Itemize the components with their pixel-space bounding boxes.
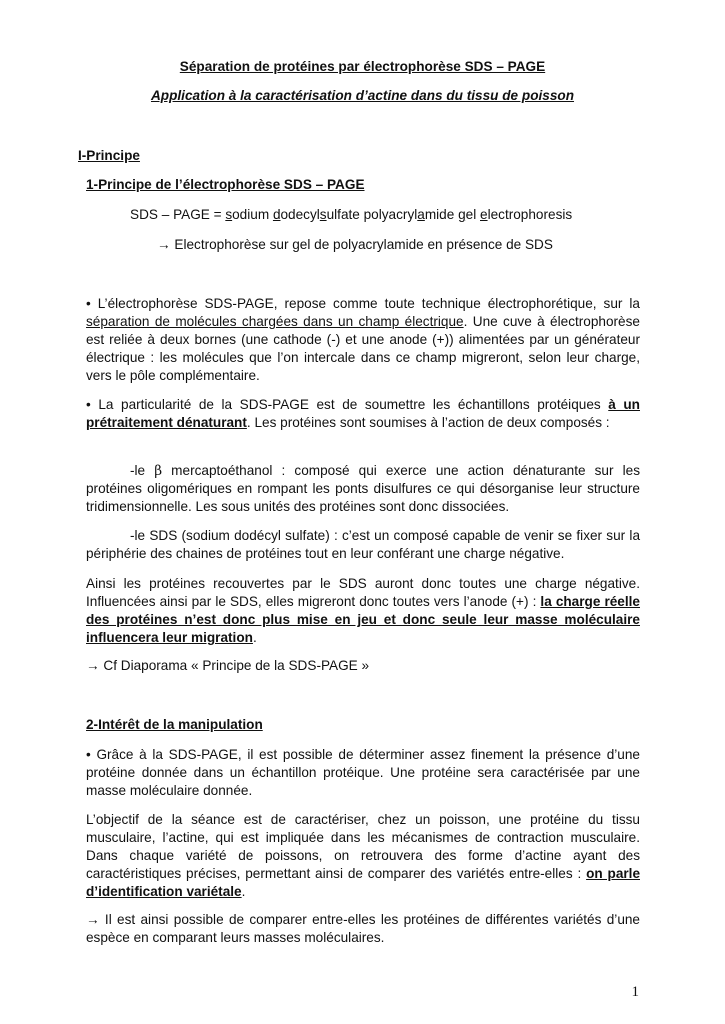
paragraph-determination: • Grâce à la SDS-PAGE, il est possible de déterminer assez finement la présence d’une protéine donnée dans un échantillon protéique. Une protéine sera caractérisée par une masse moléculaire donnée.	[86, 747, 640, 798]
paragraph-comparaison: → Il est ainsi possible de comparer entre-elles les protéines de différentes variétés d’une espèce en comparant leurs masses moléculaires.	[86, 912, 640, 945]
arrow-line-electrophorese: → Electrophorèse sur gel de polyacrylamide en présence de SDS	[157, 237, 553, 252]
beta-symbol: β	[154, 463, 163, 479]
paragraph-objectif: L’objectif de la séance est de caractériser, chez un poisson, une protéine du tissu musculaire, l’actine, qui est impliquée dans les mécanismes de contraction musculaire. Dans chaque variété de poissons, on retrouvera des forme d’actine ayant des caractéristiques précises, permettant ainsi de comparer des variétés entre-elles : on parle d’identification variétale.	[86, 812, 640, 899]
arrow-right-icon: →	[86, 658, 100, 673]
subsection-heading-principe-sds: 1-Principe de l’électrophorèse SDS – PAGE	[86, 177, 365, 192]
paragraph-sds-compose: -le SDS (sodium dodécyl sulfate) : c’est un composé capable de venir se fixer sur la périphérie des chaines de protéines tout en leur conférant une charge négative.	[86, 528, 640, 561]
page-number: 1	[631, 984, 639, 1000]
paragraph-mercaptoethanol: -le β mercaptoéthanol : composé qui exerce une action dénaturante sur les protéines oligomériques en rompant les ponts disulfures ce qui désorganise leur structure tridimensionnelle. Les sous unités des protéines sont donc dissociées.	[86, 463, 641, 514]
sds-def-prefix: SDS – PAGE =	[130, 207, 226, 222]
sds-page-definition	[130, 206, 572, 224]
arrow-right-icon: →	[86, 912, 100, 927]
paragraph-charge-negative: Ainsi les protéines recouvertes par le SDS auront donc toutes une charge négative. Influencées ainsi par le SDS, elles migreront donc toutes vers l’anode (+) : la charge réelle des protéines n’est donc plus mise en jeu et donc seule leur masse moléculaire influencera leur migration.	[86, 576, 640, 645]
diaporama-reference: → Cf Diaporama « Principe de la SDS-PAGE »	[86, 658, 370, 673]
sds-def-expansion: sodium dodecylsulfate polyacrylamide gel electrophoresis	[225, 207, 573, 222]
subsection-heading-interet: 2-Intérêt de la manipulation	[86, 717, 263, 732]
document-subtitle: Application à la caractérisation d’actine dans du tissu de poisson	[150, 88, 575, 103]
section-heading-principe: I-Principe	[78, 148, 140, 163]
document-title: Séparation de protéines par électrophorèse SDS – PAGE	[179, 59, 546, 74]
paragraph-pretraitement: • La particularité de la SDS-PAGE est de soumettre les échantillons protéiques à un prétraitement dénaturant. Les protéines sont soumises à l’action de deux composés :	[86, 397, 640, 430]
paragraph-principe-separation: • L’électrophorèse SDS-PAGE, repose comme toute technique électrophorétique, sur la séparation de molécules chargées dans un champ électrique. Une cuve à électrophorèse est reliée à deux bornes (une cathode (-) et une anode (+)) alimentées par un générateur électrique : les molécules que l’on intercale dans ce champ migreront, selon leur charge, vers le pôle complémentaire.	[86, 296, 640, 383]
arrow-right-icon: →	[157, 237, 171, 252]
